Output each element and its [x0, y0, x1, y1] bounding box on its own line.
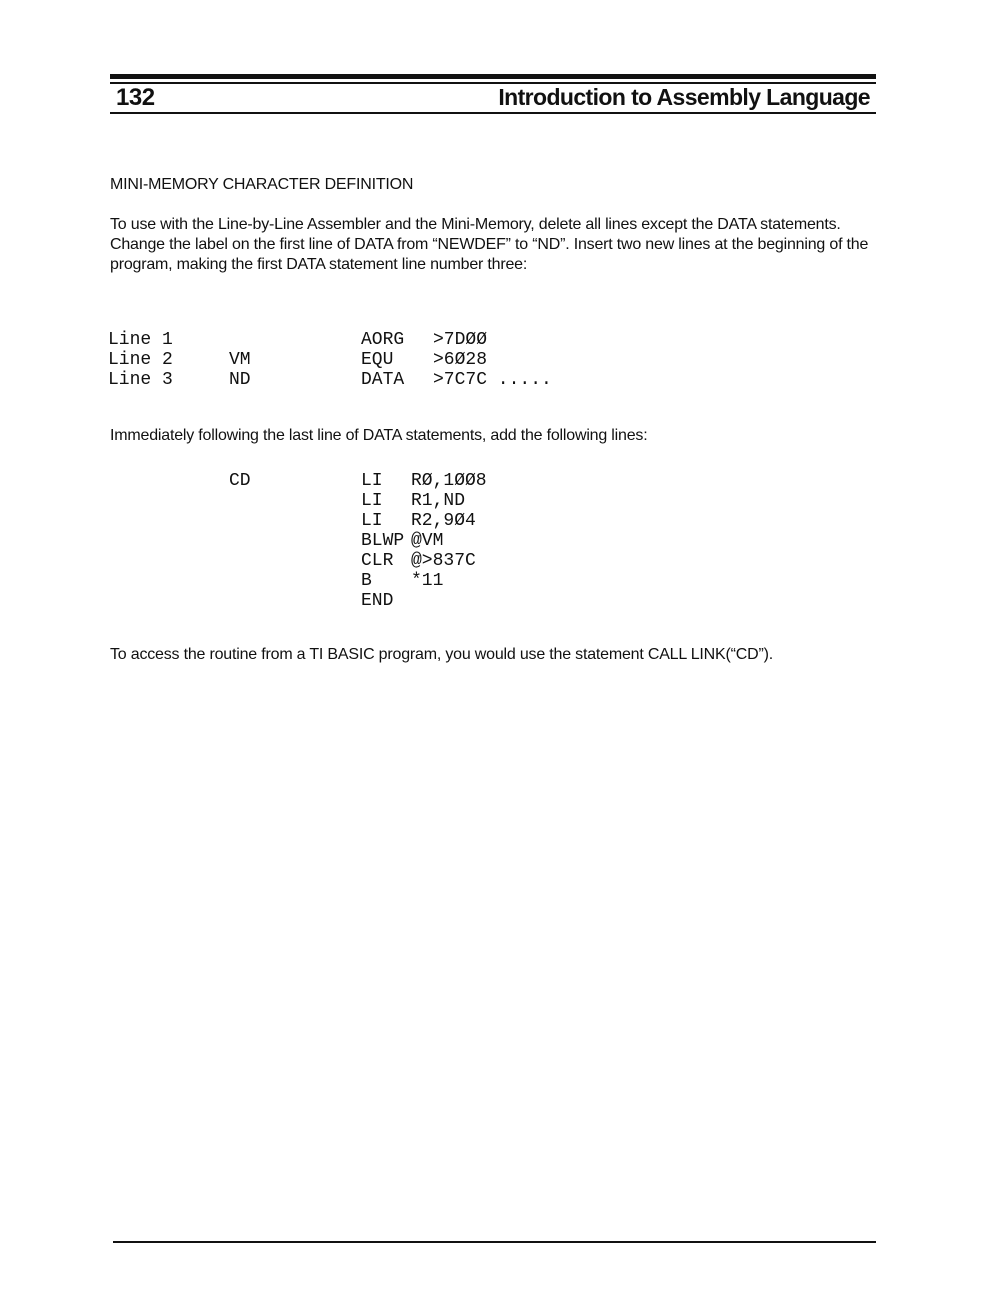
code-opcode: CLR	[361, 551, 394, 571]
code-opcode: END	[361, 591, 394, 611]
code-operand: RØ,1ØØ8	[411, 471, 487, 491]
header-rule-thick	[110, 74, 876, 79]
code-operand: >7DØØ	[433, 330, 488, 350]
code-operand: R1,ND	[411, 491, 466, 511]
code-label: ND	[229, 370, 251, 390]
code-operand: >7C7C .....	[433, 370, 552, 390]
page-number: 132	[116, 84, 155, 111]
code-opcode: LI	[361, 511, 383, 531]
code-operand: *11	[411, 571, 444, 591]
code-line-number: Line 2	[108, 350, 173, 370]
code-operand: @>837C	[411, 551, 476, 571]
access-paragraph: To access the routine from a TI BASIC program, you would use the statement CALL LINK(“CD”).	[110, 646, 773, 663]
section-heading: MINI-MEMORY CHARACTER DEFINITION	[110, 176, 414, 193]
code-line-number: Line 1	[108, 330, 173, 350]
following-paragraph: Immediately following the last line of DATA statements, add the following lines:	[110, 427, 648, 444]
footer-rule	[113, 1241, 876, 1243]
code-label: VM	[229, 350, 251, 370]
code-label: CD	[229, 471, 251, 491]
code-opcode: DATA	[361, 370, 405, 390]
code-opcode: B	[361, 571, 372, 591]
code-opcode: EQU	[361, 350, 394, 370]
code-line-number: Line 3	[108, 370, 173, 390]
intro-paragraph: To use with the Line-by-Line Assembler and the Mini-Memory, delete all lines except the DATA statements. Change the label on the first line of DATA from “NEWDEF” to “ND”. Insert two new lines at the beginning of the program, making the first DATA statement line number three:	[110, 216, 869, 273]
code-operand: R2,9Ø4	[411, 511, 476, 531]
code-opcode: BLWP	[361, 531, 405, 551]
code-opcode: LI	[361, 471, 383, 491]
code-operand: @VM	[411, 531, 444, 551]
code-opcode: LI	[361, 491, 383, 511]
page-header	[110, 84, 876, 114]
running-title: Introduction to Assembly Language	[498, 84, 870, 110]
code-operand: >6Ø28	[433, 350, 488, 370]
code-opcode: AORG	[361, 330, 405, 350]
